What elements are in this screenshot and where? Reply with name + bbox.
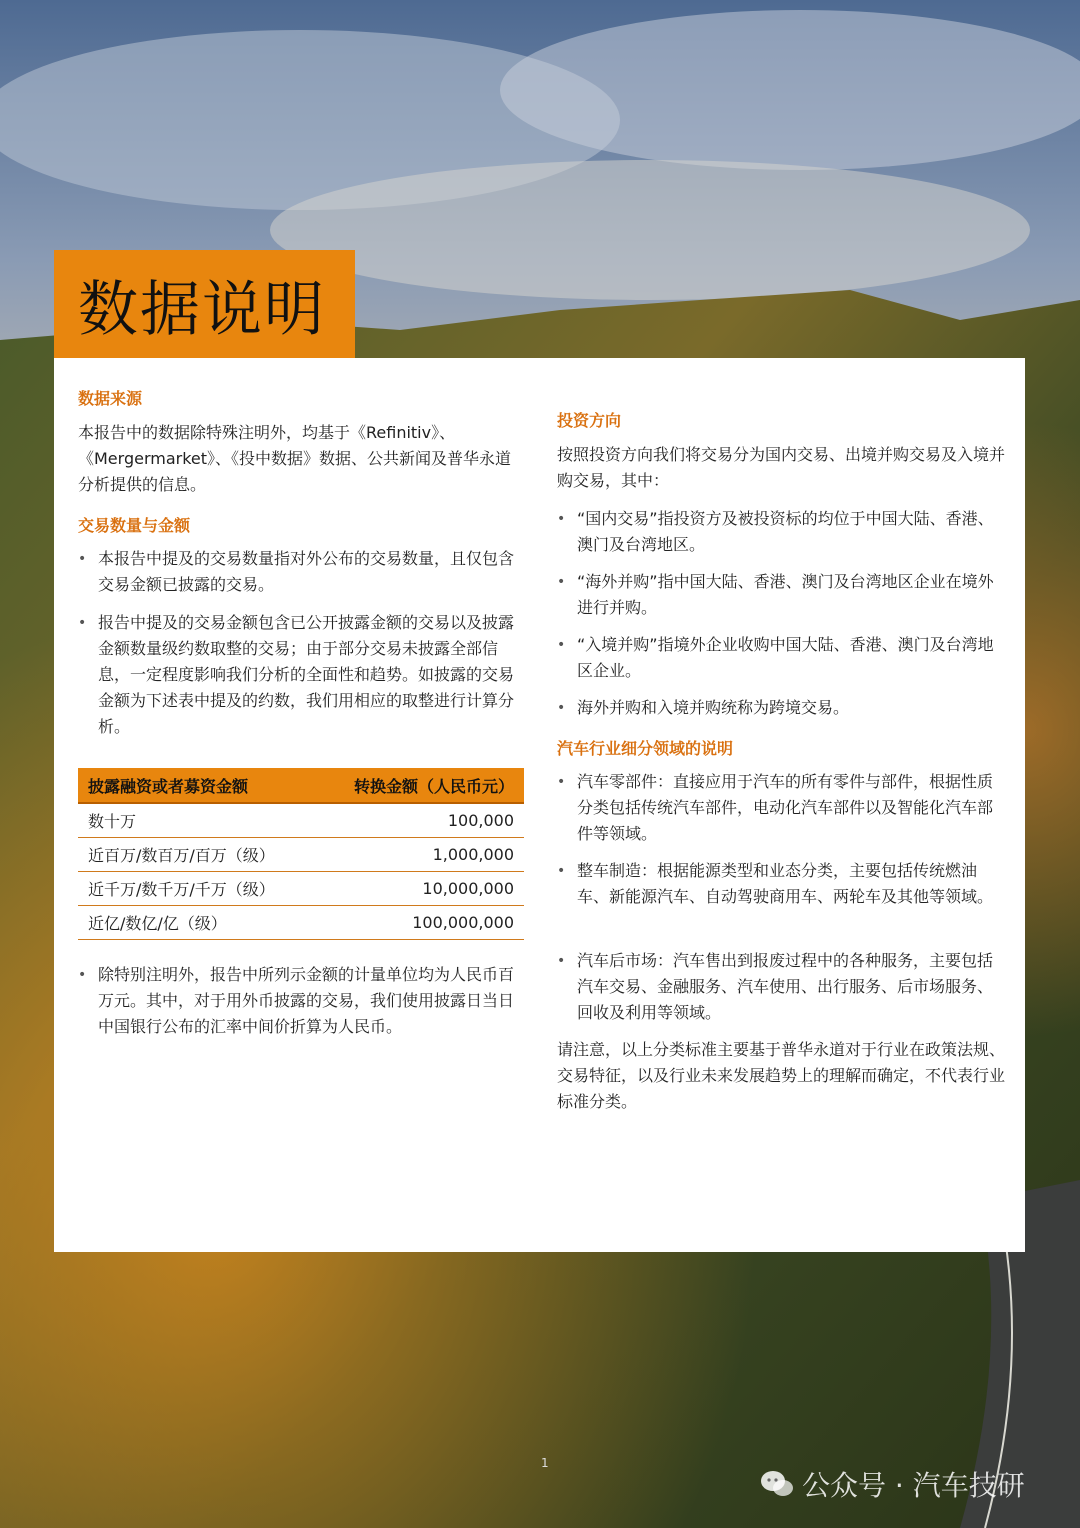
- segment-heading: 汽车行业细分领域的说明: [557, 739, 734, 758]
- table-row: [78, 906, 524, 940]
- source-text: 本报告中的数据除特殊注明外，均基于《Refinitiv》、《Mergermarket》、《投中数据》数据、公共新闻及普华永道分析提供的信息。: [78, 423, 512, 494]
- list-item: [557, 506, 1007, 558]
- list-item: [557, 858, 1007, 910]
- table-cell: 100,000,000: [316, 906, 524, 940]
- direction-text: 按照投资方向我们将交易分为国内交易、出境并购交易及入境并购交易，其中：: [557, 445, 1006, 490]
- bullet-text: “国内交易”指投资方及被投资标的均位于中国大陆、香港、澳门及台湾地区。: [577, 509, 994, 554]
- table-cell: 近百万/数百万/百万（级）: [78, 838, 316, 872]
- table-row: [78, 803, 524, 838]
- conversion-table: [78, 768, 524, 940]
- table-row: [78, 838, 524, 872]
- bullet-text: 整车制造：根据能源类型和业态分类，主要包括传统燃油车、新能源汽车、自动驾驶商用车、两轮车及其他等领域。: [577, 861, 994, 906]
- list-item: [78, 546, 524, 598]
- bullet-text: 海外并购和入境并购统称为跨境交易。: [577, 698, 850, 717]
- bullet-icon: •: [78, 615, 87, 631]
- table-cell: 近亿/数亿/亿（级）: [78, 906, 316, 940]
- watermark-text: 公众号 · 汽车技研: [802, 1469, 1025, 1502]
- direction-heading: 投资方向: [557, 411, 622, 430]
- table-cell: 10,000,000: [316, 872, 524, 906]
- table-cell: 1,000,000: [316, 838, 524, 872]
- bullet-icon: •: [557, 953, 566, 969]
- bullet-text: 汽车零部件：直接应用于汽车的所有零件与部件，根据性质分类包括传统汽车部件，电动化汽车部件以及智能化汽车部件等领域。: [577, 772, 994, 843]
- watermark: [760, 1464, 1025, 1504]
- bullet-icon: •: [557, 574, 566, 590]
- count-heading: 交易数量与金额: [78, 516, 191, 535]
- wechat-icon: [760, 1469, 794, 1499]
- bullet-text: “入境并购”指境外企业收购中国大陆、香港、澳门及台湾地区企业。: [577, 635, 994, 680]
- list-item: [557, 948, 1007, 1026]
- bullet-text: 报告中提及的交易金额包含已公开披露金额的交易以及披露金额数量级约数取整的交易；由于部分交易未披露全部信息，一定程度影响我们分析的全面性和趋势。如披露的交易金额为下述表中提及的约数，我们用相应的取整进行计算分析。: [98, 613, 515, 736]
- bullet-icon: •: [78, 551, 87, 567]
- table-cell: 数十万: [78, 803, 316, 838]
- list-item: [557, 695, 1007, 721]
- bullet-icon: •: [557, 511, 566, 527]
- table-row: [78, 872, 524, 906]
- table-header-cell: 转换金额（人民币元）: [316, 768, 524, 803]
- bullet-text: “海外并购”指中国大陆、香港、澳门及台湾地区企业在境外进行并购。: [577, 572, 994, 617]
- table-cell: 近千万/数千万/千万（级）: [78, 872, 316, 906]
- list-item: [557, 769, 1007, 847]
- bullet-text: 汽车后市场：汽车售出到报废过程中的各种服务，主要包括汽车交易、金融服务、汽车使用、出行服务、后市场服务、回收及利用等领域。: [577, 951, 994, 1022]
- list-item: [78, 610, 524, 740]
- bullet-icon: •: [557, 863, 566, 879]
- page-title: 数据说明: [78, 275, 326, 345]
- page-number: 1: [541, 1456, 549, 1470]
- bullet-text: 除特别注明外，报告中所列示金额的计量单位均为人民币百万元。其中，对于用外币披露的交易，我们使用披露日当日中国银行公布的汇率中间价折算为人民币。: [98, 965, 515, 1036]
- bullet-icon: •: [557, 700, 566, 716]
- source-heading: 数据来源: [78, 389, 143, 408]
- bullet-icon: •: [78, 967, 87, 983]
- table-header-row: [78, 768, 524, 803]
- list-item: [78, 962, 524, 1040]
- title-box: [54, 250, 355, 360]
- content-panel: [54, 358, 1025, 1252]
- note-text: 请注意，以上分类标准主要基于普华永道对于行业在政策法规、交易特征，以及行业未来发展趋势上的理解而确定，不代表行业标准分类。: [557, 1040, 1006, 1111]
- bullet-icon: •: [557, 637, 566, 653]
- list-item: [557, 632, 1007, 684]
- table-header-cell: 披露融资或者募资金额: [78, 768, 316, 803]
- table-cell: 100,000: [316, 803, 524, 838]
- bullet-icon: •: [557, 774, 566, 790]
- list-item: [557, 569, 1007, 621]
- bullet-text: 本报告中提及的交易数量指对外公布的交易数量，且仅包含交易金额已披露的交易。: [98, 549, 515, 594]
